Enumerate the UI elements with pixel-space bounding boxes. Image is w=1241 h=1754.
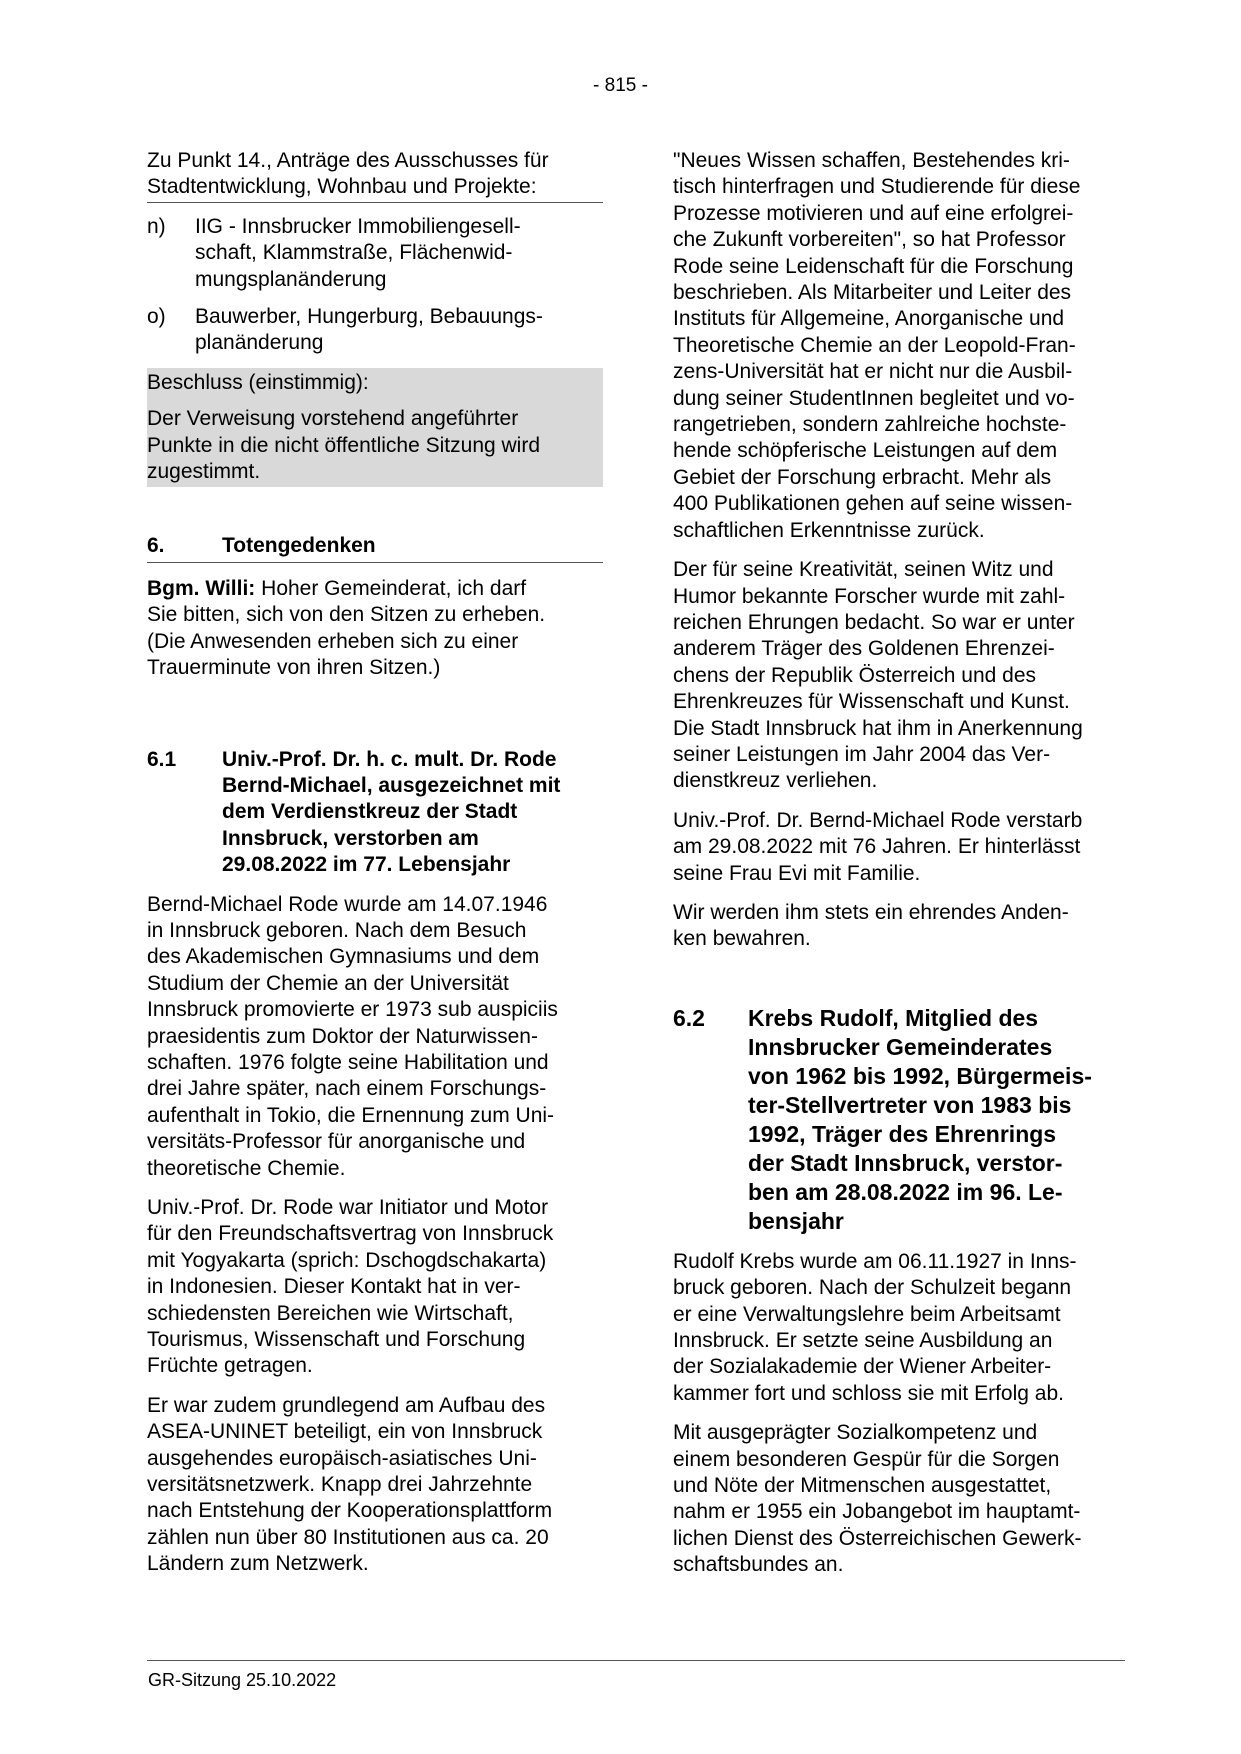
subsection-title: Univ.-Prof. Dr. h. c. mult. Dr. Rode Bernd-Michael, ausgezeichnet mit dem Verdienstkreuz der Stadt Innsbruck, verstorben am 29.08.2022 im 77. Lebensjahr (222, 747, 561, 877)
agenda-item-letter: o) (147, 305, 166, 329)
section-title: Totengedenken (222, 534, 376, 558)
footer-divider (147, 1660, 1125, 1661)
agenda-item-n (147, 214, 603, 293)
paragraph: Bernd-Michael Rode wurde am 14.07.1946 in Innsbruck geboren. Nach dem Besuch des Akademischen Gymnasiums und dem Studium der Chemie an der Universität Innsbruck promovierte er 1973 sub auspiciis praesidentis zum Doktor der Naturwissen- schaften. 1976 folgte seine Habilitation und drei Jahre später, nach einem Forschungs- aufenthalt in Tokio, die Ernennung zum Uni- versitäts-Professor für anorganische und theoretische Chemie. (147, 892, 558, 1180)
agenda-heading: Zu Punkt 14., Anträge des Ausschusses für Stadtentwicklung, Wohnbau und Projekte: (147, 148, 603, 203)
paragraph: Der für seine Kreativität, seinen Witz und Humor bekannte Forscher wurde mit zahl- reichen Ehrungen bedacht. So war er unter anderem Träger des Goldenen Ehrenzei- chens der Republik Österreich und des Ehrenkreuzes für Wissenschaft und Kunst. Die Stadt Innsbruck hat ihm in Anerkennung seiner Leistungen im Jahr 2004 das Ver- dienstkreuz verliehen. (673, 558, 1083, 793)
section-number: 6. (147, 534, 165, 558)
paragraph: Univ.-Prof. Dr. Bernd-Michael Rode verstarb am 29.08.2022 mit 76 Jahren. Er hinterlässt seine Frau Evi mit Familie. (673, 808, 1083, 885)
subsection-number: 6.2 (673, 1004, 705, 1031)
subsection-heading-6-1 (147, 747, 603, 879)
resolution-text: Der Verweisung vorstehend angeführter Punkte in die nicht öffentliche Sitzung wird zugestimmt. (147, 407, 541, 484)
paragraph: Wir werden ihm stets ein ehrendes Anden- ken bewahren. (673, 900, 1069, 951)
agenda-item-text: Bauwerber, Hungerburg, Bebauungs- planänderung (195, 305, 543, 355)
section-heading (147, 533, 603, 562)
subsection-title: Krebs Rudolf, Mitglied des Innsbrucker Gemeinderates von 1962 bis 1992, Bürgermeis- ter-Stellvertreter von 1983 bis 1992, Träger des Ehrenrings der Stadt Innsbruck, verstor- ben am 28.08.2022 im 96. Le- bensjahr (748, 1004, 1092, 1234)
agenda-item-text: IIG - Innsbrucker Immobiliengesell- schaft, Klammstraße, Flächenwid- mungsplanänderung (195, 214, 521, 291)
paragraph: Er war zudem grundlegend am Aufbau des ASEA-UNINET beteiligt, ein von Innsbruck ausgehendes europäisch-asiatisches Uni- versitätsnetzwerk. Knapp drei Jahrzehnte nach Entstehung der Kooperationsplattform zählen nun über 80 Institutionen aus ca. 20 Ländern zum Netzwerk. (147, 1393, 553, 1576)
page-number: - 815 - (593, 75, 648, 96)
subsection-number: 6.1 (147, 747, 177, 771)
right-column (673, 148, 1133, 1579)
speech-text: Hoher Gemeinderat, ich darf Sie bitten, sich von den Sitzen zu erheben. (Die Anwesenden erheben sich zu einer Trauerminute von ihren Sitzen.) (147, 576, 546, 680)
paragraph: Rudolf Krebs wurde am 06.11.1927 in Inns- bruck geboren. Nach der Schulzeit begann er eine Verwaltungslehre beim Arbeitsamt Innsbruck. Er setzte seine Ausbildung an der Sozialakademie der Wiener Arbeiter- kammer fort und schloss sie mit Erfolg ab. (673, 1249, 1077, 1405)
paragraph: Univ.-Prof. Dr. Rode war Initiator und Motor für den Freundschaftsvertrag von Innsbruck mit Yogyakarta (sprich: Dschogdschakarta) in Indonesien. Dieser Kontakt hat in ver- schiedensten Bereichen wie Wirtschaft, Tourismus, Wissenschaft und Forschung Früchte getragen. (147, 1196, 554, 1378)
subsection-heading-6-2 (673, 1004, 1133, 1236)
paragraph: Mit ausgeprägter Sozialkompetenz und einem besonderen Gespür für die Sorgen und Nöte der Mitmenschen ausgestattet, nahm er 1955 ein Jobangebot im hauptamt- lichen Dienst des Österreichischen Gewerk- schaftsbundes an. (673, 1421, 1082, 1577)
resolution-box (147, 368, 603, 488)
agenda-item-o (147, 304, 603, 357)
left-column (147, 148, 603, 1578)
paragraph: "Neues Wissen schaffen, Bestehendes kri- tisch hinterfragen und Studierende für diese Prozesse motivieren und auf eine erfolgrei- che Zukunft vorbereiten", so hat Professor Rode seine Leidenschaft für die Forschung beschrieben. Als Mitarbeiter und Leiter des Instituts für Allgemeine, Anorganische und Theoretische Chemie an der Leopold-Fran- zens-Universität hat er nicht nur die Ausbil- dung seiner StudentInnen begleitet und vo- rangetrieben, sondern zahlreiche hochste- hende schöpferische Leistungen auf dem Gebiet der Forschung erbracht. Mehr als 400 Publikationen gehen auf seine wissen- schaftlichen Erkenntnisse zurück. (673, 149, 1081, 542)
footer-text: GR-Sitzung 25.10.2022 (148, 1670, 337, 1690)
speaker-name: Bgm. Willi: (147, 576, 256, 600)
agenda-item-letter: n) (147, 214, 166, 238)
mayor-statement (147, 576, 603, 682)
resolution-label: Beschluss (einstimmig): (147, 370, 369, 394)
